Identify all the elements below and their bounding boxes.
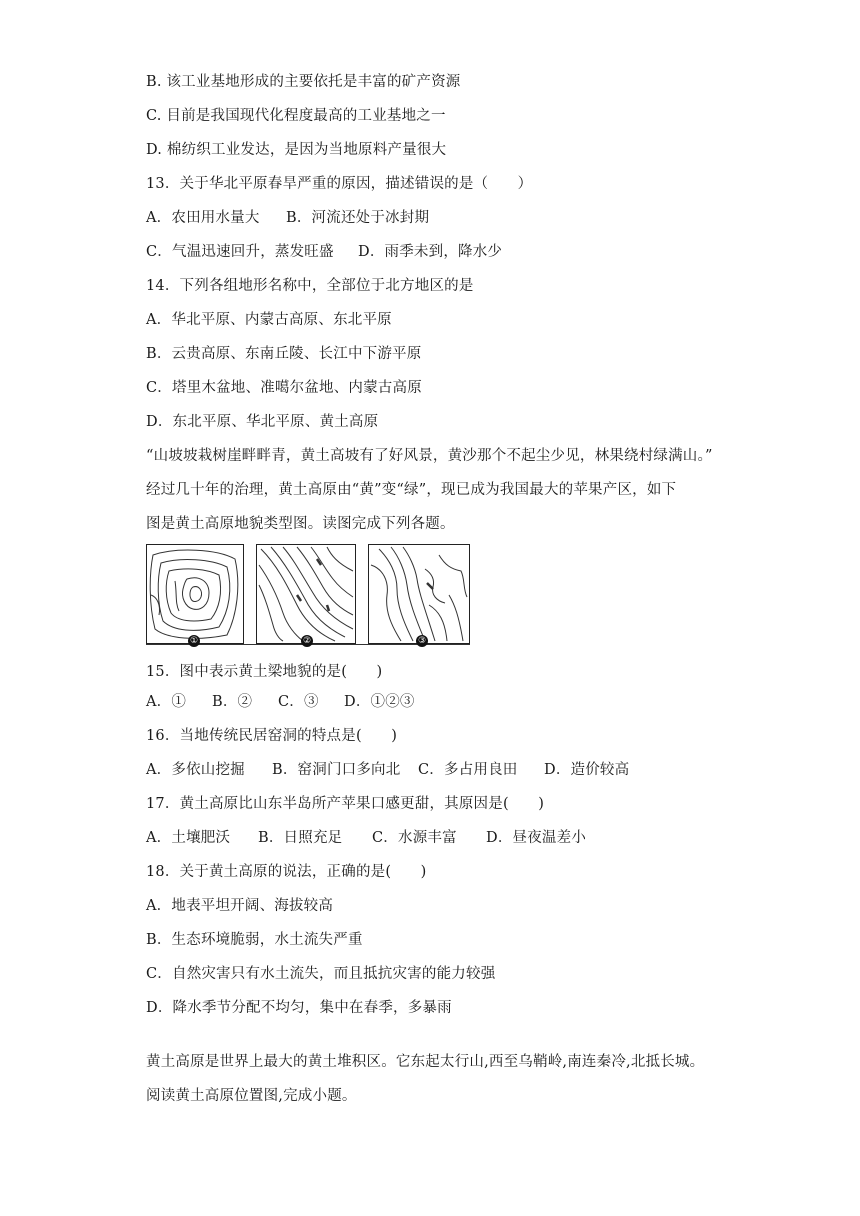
q18-option-a: A．地表平坦开阔、海拔较高	[146, 898, 334, 914]
loess-landform-figure	[146, 544, 470, 650]
q13-options-row-2	[146, 242, 502, 262]
q15-option-c: C．③	[278, 694, 319, 710]
q15-option-b: B．②	[212, 694, 253, 710]
q16-option-d: D．造价较高	[544, 762, 630, 778]
contour-map-1	[146, 544, 244, 644]
q17-option-d: D．昼夜温差小	[486, 830, 587, 846]
passage-line-2: 经过几十年的治理，黄土高原由“黄”变“绿”，现已成为我国最大的苹果产区，如下	[146, 482, 677, 498]
q17-option-a: A．土壤肥沃	[146, 830, 231, 846]
question-14: 14．下列各组地形名称中，全部位于北方地区的是	[146, 278, 474, 294]
passage-line-3: 图是黄土高原地貌类型图。读图完成下列各题。	[146, 516, 455, 532]
question-18: 18．关于黄土高原的说法，正确的是( )	[146, 864, 427, 880]
figure-label-1: ①	[189, 636, 199, 646]
q12-option-d: D. 棉纺织工业发达，是因为当地原料产量很大	[146, 142, 447, 158]
contour-map-3	[368, 544, 470, 644]
q14-option-c: C．塔里木盆地、准噶尔盆地、内蒙古高原	[146, 380, 422, 396]
q17-option-b: B．日照充足	[258, 830, 343, 846]
question-13: 13．关于华北平原春旱严重的原因，描述错误的是（ ）	[146, 176, 533, 192]
q13-option-a: A．农田用水量大	[146, 210, 260, 226]
q15-option-d: D．①②③	[344, 694, 415, 710]
q15-options	[146, 692, 415, 712]
passage-2-line-1: 黄土高原是世界上最大的黄土堆积区。它东起太行山,西至乌鞘岭,南连秦冷,北抵长城。	[146, 1054, 705, 1070]
q18-option-c: C．自然灾害只有水土流失，而且抵抗灾害的能力较强	[146, 966, 496, 982]
q13-option-b: B．河流还处于冰封期	[286, 210, 430, 226]
q15-option-a: A．①	[146, 694, 187, 710]
q12-option-c: C. 目前是我国现代化程度最高的工业基地之一	[146, 108, 446, 124]
q17-option-c: C．水源丰富	[372, 830, 457, 846]
q18-option-d: D．降水季节分配不均匀，集中在春季，多暴雨	[146, 1000, 452, 1016]
figure-label-2: ②	[302, 636, 312, 646]
question-17: 17．黄土高原比山东半岛所产苹果口感更甜，其原因是( )	[146, 796, 545, 812]
question-15: 15．图中表示黄土梁地貌的是( )	[146, 664, 383, 680]
q13-option-d: D．雨季未到，降水少	[358, 244, 503, 260]
passage-line-1: “山坡坡栽树崖畔畔青，黄土高坡有了好风景，黄沙那个不起尘少见，林果绕村绿满山。”	[146, 448, 713, 464]
q14-option-a: A．华北平原、内蒙古高原、东北平原	[146, 312, 392, 328]
q13-option-c: C．气温迅速回升，蒸发旺盛	[146, 244, 334, 260]
figure-label-3: ③	[417, 636, 427, 646]
q12-option-b: B. 该工业基地形成的主要依托是丰富的矿产资源	[146, 74, 461, 90]
q14-option-d: D．东北平原、华北平原、黄土高原	[146, 414, 379, 430]
passage-2-line-2: 阅读黄土高原位置图,完成小题。	[146, 1088, 357, 1104]
q16-option-b: B．窑洞门口多向北	[272, 762, 401, 778]
q16-option-a: A．多依山挖掘	[146, 762, 245, 778]
question-16: 16．当地传统民居窑洞的特点是( )	[146, 728, 398, 744]
q16-option-c: C．多占用良田	[418, 762, 518, 778]
contour-map-2	[256, 544, 356, 644]
q16-options	[146, 760, 629, 780]
q13-options-row-1	[146, 208, 429, 228]
q17-options	[146, 828, 586, 848]
q18-option-b: B．生态环境脆弱，水土流失严重	[146, 932, 363, 948]
q14-option-b: B．云贵高原、东南丘陵、长江中下游平原	[146, 346, 422, 362]
